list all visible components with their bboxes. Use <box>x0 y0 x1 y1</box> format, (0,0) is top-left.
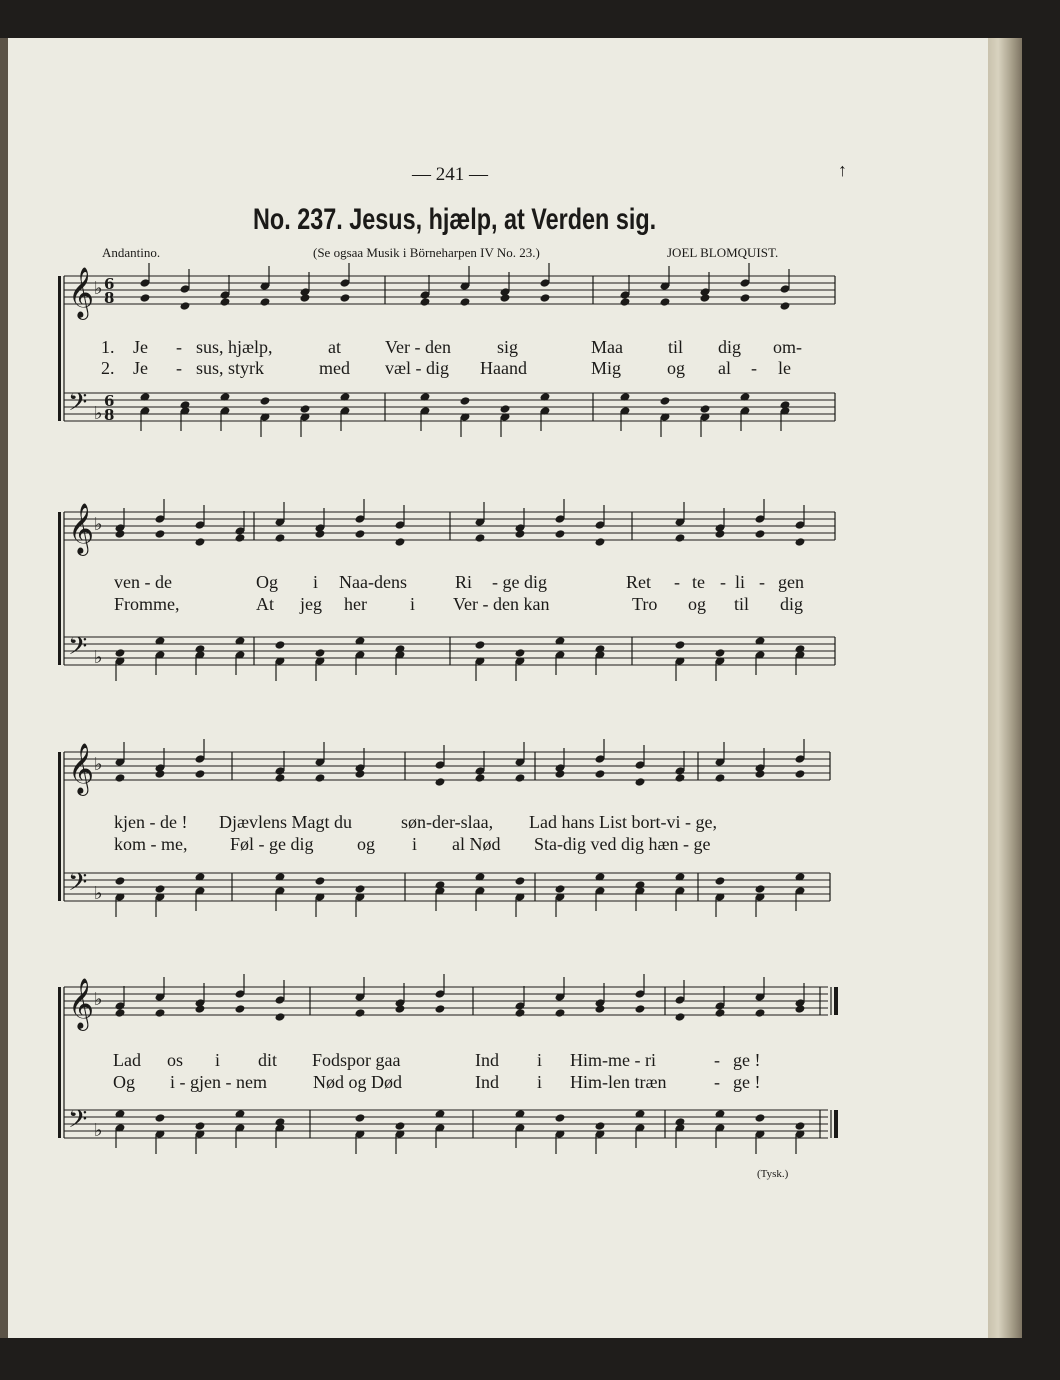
notehead <box>700 293 711 303</box>
system-bracket <box>58 512 61 665</box>
lyric-verse2: Mig <box>591 358 622 378</box>
lyric-verse1: 1. <box>101 337 115 357</box>
notehead <box>115 773 126 783</box>
flat-icon: ♭ <box>94 278 103 299</box>
notehead <box>515 876 526 886</box>
lyric-verse2: og <box>688 594 706 614</box>
margin-arrow-mark: ↑ <box>838 160 847 180</box>
lyric-verse1: Djævlens Magt du <box>219 812 352 832</box>
lyric-verse2: Him-len træn <box>570 1072 667 1092</box>
notehead <box>155 1008 166 1018</box>
notehead <box>675 533 686 543</box>
lyric-verse2: al <box>718 358 731 378</box>
notehead <box>500 404 511 414</box>
notehead <box>235 1004 246 1014</box>
notehead <box>195 769 206 779</box>
notehead <box>795 537 806 547</box>
bass-clef-icon: 𝄢 <box>68 388 88 423</box>
notehead <box>115 529 126 539</box>
notehead <box>420 297 431 307</box>
lyric-verse2: Ver - den kan <box>453 594 550 614</box>
notehead <box>555 529 566 539</box>
lyric-verse2: At <box>256 594 274 614</box>
lyric-verse1: Og <box>256 572 278 592</box>
lyric-verse2: Ind <box>475 1072 499 1092</box>
lyric-verse1: Ret <box>626 572 651 592</box>
lyric-verse2: i <box>537 1072 543 1092</box>
notehead <box>155 769 166 779</box>
notehead <box>740 293 751 303</box>
flat-icon: ♭ <box>94 989 103 1010</box>
notehead <box>355 884 366 894</box>
notehead <box>715 773 726 783</box>
lyric-verse1: om- <box>773 337 802 357</box>
notehead <box>795 1004 806 1014</box>
lyric-verse2: - <box>714 1072 720 1092</box>
lyric-verse1: - ge dig <box>492 572 547 592</box>
lyric-verse1: - <box>714 1050 720 1070</box>
notehead <box>435 1004 446 1014</box>
notehead <box>515 529 526 539</box>
notehead <box>300 404 311 414</box>
origin-note: (Tysk.) <box>757 1168 789 1180</box>
lyric-verse1: Maa <box>591 337 623 357</box>
treble-clef-icon: 𝄞 <box>68 503 95 554</box>
notehead <box>475 640 486 650</box>
lyric-verse2: sus, styrk <box>196 358 265 378</box>
notehead <box>275 773 286 783</box>
lyric-verse2: i <box>410 594 416 614</box>
notehead <box>660 297 671 307</box>
notehead <box>675 773 686 783</box>
bass-clef-icon: 𝄢 <box>68 868 88 903</box>
notehead <box>780 301 791 311</box>
notehead <box>395 537 406 547</box>
lyric-verse1: Lad hans List bort-vi - ge, <box>529 812 717 832</box>
notehead <box>700 404 711 414</box>
notehead <box>515 773 526 783</box>
notehead <box>260 396 271 406</box>
lyric-verse1: te <box>692 572 705 592</box>
notehead <box>475 533 486 543</box>
lyric-verse2: Føl - ge dig <box>230 834 314 854</box>
notehead <box>315 773 326 783</box>
lyric-verse1: i <box>215 1050 221 1070</box>
lyric-verse2: Tro <box>632 594 658 614</box>
lyric-verse2: le <box>778 358 791 378</box>
lyric-verse1: Ind <box>475 1050 499 1070</box>
system-bracket <box>58 752 61 901</box>
source-reference: (Se ogsaa Musik i Börneharpen IV No. 23.) <box>313 245 540 260</box>
notehead <box>595 769 606 779</box>
lyric-verse2: 2. <box>101 358 115 378</box>
lyric-verse1: Him-me - ri <box>570 1050 656 1070</box>
flat-icon: ♭ <box>94 1120 103 1141</box>
lyric-verse1: Lad <box>113 1050 141 1070</box>
lyric-verse1: søn-der-slaa, <box>401 812 494 832</box>
notehead <box>515 648 526 658</box>
lyric-verse1: til <box>668 337 684 357</box>
treble-clef-icon: 𝄞 <box>68 267 95 318</box>
notehead <box>715 1008 726 1018</box>
notehead <box>555 1008 566 1018</box>
lyric-verse1: sig <box>497 337 519 357</box>
notehead <box>260 297 271 307</box>
lyric-verse2: i - gjen - nem <box>170 1072 267 1092</box>
lyric-verse2: væl - dig <box>385 358 450 378</box>
notehead <box>395 1121 406 1131</box>
lyric-verse1: - <box>720 572 726 592</box>
notehead <box>755 529 766 539</box>
lyric-verse1: Je <box>133 337 148 357</box>
flat-icon: ♭ <box>94 754 103 775</box>
flat-icon: ♭ <box>94 403 103 424</box>
notehead <box>755 769 766 779</box>
treble-clef-icon: 𝄞 <box>68 743 95 794</box>
notehead <box>635 777 646 787</box>
lyric-verse1: Fodspor gaa <box>312 1050 401 1070</box>
notehead <box>115 648 126 658</box>
lyric-verse2: i <box>412 834 418 854</box>
notehead <box>340 293 351 303</box>
lyric-verse2: her <box>344 594 367 614</box>
composer-name: JOEL BLOMQUIST. <box>667 245 779 260</box>
lyric-verse2: med <box>319 358 350 378</box>
lyric-verse2: Haand <box>480 358 527 378</box>
lyric-verse2: og <box>667 358 685 378</box>
treble-clef-icon: 𝄞 <box>68 978 95 1029</box>
notehead <box>555 769 566 779</box>
bass-clef-icon: 𝄢 <box>68 1105 88 1140</box>
notehead <box>555 884 566 894</box>
time-signature-numerator: 6 <box>104 275 115 293</box>
lyric-verse2: dig <box>780 594 804 614</box>
lyric-verse1: ven - de <box>114 572 172 592</box>
lyric-verse2: Sta-dig ved dig hæn - ge <box>534 834 711 854</box>
time-signature-denominator: 8 <box>104 289 115 307</box>
notehead <box>355 1008 366 1018</box>
lyric-verse1: i <box>537 1050 543 1070</box>
notehead <box>755 1008 766 1018</box>
notehead <box>795 769 806 779</box>
lyric-verse2: Og <box>113 1072 135 1092</box>
notehead <box>275 1012 286 1022</box>
lyric-verse2: al Nød <box>452 834 501 854</box>
notehead <box>235 533 246 543</box>
notehead <box>515 1008 526 1018</box>
notehead <box>195 1004 206 1014</box>
notehead <box>275 533 286 543</box>
lyric-verse1: at <box>328 337 341 357</box>
final-barline-thick <box>834 987 838 1015</box>
notehead <box>715 529 726 539</box>
notehead <box>300 293 311 303</box>
notehead <box>315 876 326 886</box>
lyric-verse1: ge ! <box>733 1050 761 1070</box>
notehead <box>155 529 166 539</box>
lyric-verse2: kom - me, <box>114 834 188 854</box>
time-signature-denominator: 8 <box>104 406 115 424</box>
lyric-verse2: og <box>357 834 375 854</box>
notehead <box>315 529 326 539</box>
notehead <box>755 884 766 894</box>
notehead <box>195 537 206 547</box>
lyric-verse1: - <box>674 572 680 592</box>
notehead <box>595 1004 606 1014</box>
system-bracket <box>58 987 61 1138</box>
notehead <box>155 884 166 894</box>
notehead <box>460 396 471 406</box>
lyric-verse1: Naa-dens <box>339 572 407 592</box>
notehead <box>115 1008 126 1018</box>
lyric-verse1: dig <box>718 337 742 357</box>
lyric-verse2: Fromme, <box>114 594 180 614</box>
notehead <box>460 297 471 307</box>
lyric-verse2: Nød og Død <box>313 1072 402 1092</box>
notehead <box>635 1004 646 1014</box>
lyric-verse2: jeg <box>300 594 322 614</box>
lyric-verse1: gen <box>778 572 804 592</box>
flat-icon: ♭ <box>94 883 103 904</box>
notehead <box>355 1113 366 1123</box>
final-barline-thick <box>834 1110 838 1138</box>
notehead <box>355 769 366 779</box>
notehead <box>275 640 286 650</box>
lyric-verse1: - <box>176 337 182 357</box>
lyric-verse1: Ver - den <box>385 337 451 357</box>
notehead <box>435 777 446 787</box>
lyric-verse1: os <box>167 1050 184 1070</box>
notehead <box>220 297 231 307</box>
notehead <box>555 1113 566 1123</box>
page-number: — 241 — <box>412 164 488 185</box>
time-signature-numerator: 6 <box>104 392 115 410</box>
notehead <box>500 293 511 303</box>
notehead <box>715 876 726 886</box>
hymn-title: No. 237. Jesus, hjælp, at Verden sig. <box>253 203 657 236</box>
lyric-verse2: ge ! <box>733 1072 761 1092</box>
notehead <box>475 773 486 783</box>
lyric-verse1: dit <box>258 1050 278 1070</box>
lyric-verse1: sus, hjælp, <box>196 337 273 357</box>
flat-icon: ♭ <box>94 514 103 535</box>
lyric-verse1: kjen - de ! <box>114 812 188 832</box>
system-bracket <box>58 276 61 421</box>
notehead <box>540 293 551 303</box>
lyric-verse1: - <box>759 572 765 592</box>
tempo-marking: Andantino. <box>102 245 161 260</box>
lyric-verse2: til <box>734 594 750 614</box>
notehead <box>595 1121 606 1131</box>
notehead <box>395 1004 406 1014</box>
notehead <box>315 648 326 658</box>
notehead <box>795 1121 806 1131</box>
flat-icon: ♭ <box>94 647 103 668</box>
lyric-verse2: - <box>176 358 182 378</box>
lyric-verse1: li <box>735 572 746 592</box>
lyric-verse2: - <box>751 358 757 378</box>
notehead <box>620 297 631 307</box>
notehead <box>195 1121 206 1131</box>
lyric-verse1: i <box>313 572 319 592</box>
lyric-verse2: Je <box>133 358 148 378</box>
notehead <box>180 301 191 311</box>
notehead <box>755 1113 766 1123</box>
lyric-verse1: Ri <box>455 572 473 592</box>
bass-clef-icon: 𝄢 <box>68 632 88 667</box>
notehead <box>660 396 671 406</box>
notehead <box>675 640 686 650</box>
notehead <box>140 293 151 303</box>
notehead <box>675 1012 686 1022</box>
notehead <box>715 648 726 658</box>
notehead <box>355 529 366 539</box>
notehead <box>155 1113 166 1123</box>
notehead <box>115 876 126 886</box>
notehead <box>595 537 606 547</box>
